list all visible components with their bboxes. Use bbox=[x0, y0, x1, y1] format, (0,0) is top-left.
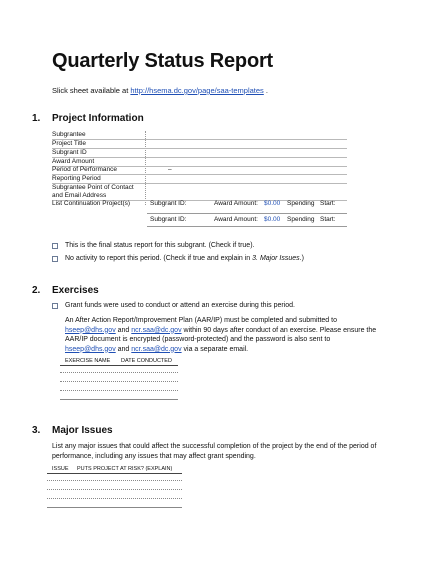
aar-line-1: An After Action Report/Improvement Plan (AAR/IP) must be completed and submitted to bbox=[65, 317, 337, 324]
hseep-email-link[interactable]: hseep@dhs.gov bbox=[65, 326, 116, 334]
exercise-checkbox-text: Grant funds were used to conduct or attend an exercise during this period. bbox=[65, 302, 295, 309]
aar-line-4-rest: via a separate email. bbox=[181, 345, 249, 353]
saa-templates-link[interactable]: http://hsema.dc.gov/page/saa-templates bbox=[130, 86, 264, 95]
no-activity-prefix: No activity to report this period. (Check if true and explain in bbox=[65, 255, 253, 262]
section-1-number: 1. bbox=[32, 113, 41, 124]
and-text: and bbox=[115, 326, 132, 334]
issues-header-line bbox=[47, 473, 182, 474]
exercise-row-1[interactable] bbox=[60, 372, 178, 373]
subgrant-id-label-1: Subgrant ID: bbox=[150, 200, 187, 207]
field-subgrant-id[interactable] bbox=[52, 149, 347, 158]
hseep-email-link-2[interactable]: hseep@dhs.gov bbox=[65, 345, 116, 353]
exercise-checkbox[interactable] bbox=[52, 303, 58, 309]
ncr-saa-email-link-2[interactable]: ncr.saa@dc.gov bbox=[131, 345, 182, 353]
major-issues-line-1: List any major issues that could affect the successful completion of the project by the end of the period of bbox=[52, 443, 377, 450]
section-1-title: Project Information bbox=[52, 113, 144, 124]
continuation-underline-2 bbox=[147, 226, 347, 227]
field-poc-line1[interactable] bbox=[52, 184, 347, 192]
award-amount-label-1: Award Amount: bbox=[214, 200, 258, 207]
start-label-2: Start: bbox=[320, 216, 336, 223]
section-2-number: 2. bbox=[32, 285, 41, 296]
issue-row-2[interactable] bbox=[47, 489, 182, 490]
issue-row-1[interactable] bbox=[47, 480, 182, 481]
field-period-of-performance[interactable] bbox=[52, 166, 347, 175]
aar-line-4 bbox=[65, 345, 405, 355]
award-amount-label-2: Award Amount: bbox=[214, 216, 258, 223]
spending-label-2: Spending bbox=[287, 216, 315, 223]
start-label-1: Start: bbox=[320, 200, 336, 207]
slick-suffix: . bbox=[263, 86, 268, 95]
no-activity-checkbox[interactable] bbox=[52, 256, 58, 262]
exercise-header-line bbox=[60, 365, 178, 366]
puts-project-at-risk-header: PUTS PROJECT AT RISK? (EXPLAIN) bbox=[77, 466, 173, 472]
issues-table-bottom bbox=[47, 507, 182, 508]
date-conducted-header: DATE CONDUCTED bbox=[121, 358, 172, 364]
aar-line-3: AAR/IP document is encrypted (password-protected) and the password is also sent to bbox=[65, 336, 331, 343]
issue-row-3[interactable] bbox=[47, 498, 182, 499]
aar-line-2-rest: within 90 days after conduct of an exercise. Please ensure the bbox=[181, 326, 377, 334]
period-dash: – bbox=[168, 166, 172, 173]
section-2-title: Exercises bbox=[52, 285, 99, 296]
field-label: Subgrantee bbox=[52, 131, 86, 138]
major-issues-paragraph bbox=[52, 442, 412, 461]
aar-line-2 bbox=[65, 326, 405, 336]
ncr-saa-email-link[interactable]: ncr.saa@dc.gov bbox=[131, 326, 182, 334]
final-report-checkbox[interactable] bbox=[52, 243, 58, 249]
and-text-2: and bbox=[115, 345, 132, 353]
section-3-number: 3. bbox=[32, 425, 41, 436]
field-label: List Continuation Project(s) bbox=[52, 200, 131, 207]
spending-label-1: Spending bbox=[287, 200, 315, 207]
subgrant-id-label-2: Subgrant ID: bbox=[150, 216, 187, 223]
field-label: Subgrantee Point of Contact bbox=[52, 184, 134, 191]
final-report-text: This is the final status report for this subgrant. (Check if true). bbox=[65, 242, 255, 249]
page-title: Quarterly Status Report bbox=[52, 50, 274, 72]
field-label: Reporting Period bbox=[52, 175, 101, 182]
major-issues-ref: 3. Major Issues bbox=[252, 255, 300, 262]
exercise-row-2[interactable] bbox=[60, 381, 178, 382]
field-label: Project Title bbox=[52, 140, 86, 147]
exercise-table-bottom bbox=[60, 399, 178, 400]
field-reporting-period[interactable] bbox=[52, 175, 347, 184]
field-label: and Email Address bbox=[52, 192, 107, 199]
continuation-underline-1 bbox=[147, 213, 347, 214]
award-amount-value-2[interactable]: $0.00 bbox=[264, 216, 281, 223]
slick-prefix: Slick sheet available at bbox=[52, 86, 131, 95]
field-label: Period of Performance bbox=[52, 166, 118, 173]
exercise-row-3[interactable] bbox=[60, 390, 178, 391]
no-activity-suffix: .) bbox=[299, 255, 304, 262]
field-project-title[interactable] bbox=[52, 140, 347, 149]
issue-header: ISSUE bbox=[52, 466, 69, 472]
field-subgrantee[interactable] bbox=[52, 131, 347, 140]
exercise-name-header: EXERCISE NAME bbox=[65, 358, 111, 364]
major-issues-line-2: performance, including any issues that may affect grant spending. bbox=[52, 452, 256, 460]
award-amount-value-1[interactable]: $0.00 bbox=[264, 200, 281, 207]
aar-ip-paragraph bbox=[65, 316, 405, 354]
slick-sheet-line bbox=[52, 86, 268, 95]
no-activity-text bbox=[65, 255, 304, 262]
field-label: Award Amount bbox=[52, 158, 95, 165]
section-3-title: Major Issues bbox=[52, 425, 113, 436]
field-label: Subgrant ID bbox=[52, 149, 87, 156]
